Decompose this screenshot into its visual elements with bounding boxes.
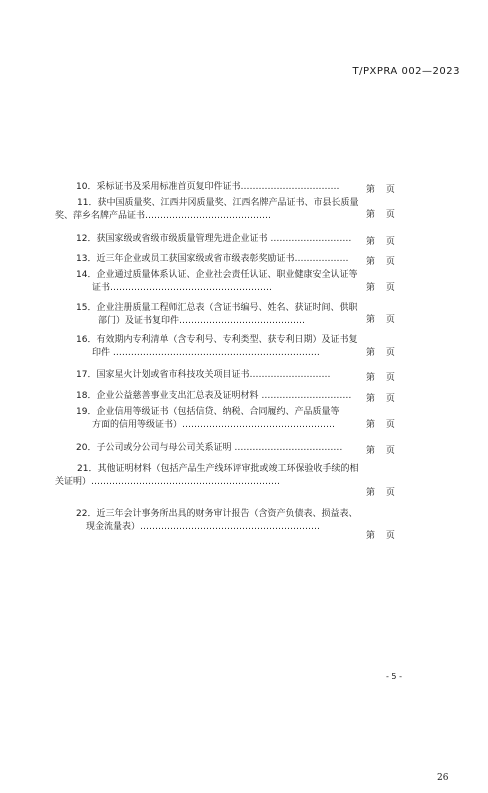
page-ref: 第 页 — [366, 348, 395, 358]
footer-page-number: - 5 - — [386, 672, 402, 681]
toc-entry-19 — [76, 406, 339, 432]
toc-entry-22 — [76, 508, 357, 534]
page-ref: 第 页 — [366, 257, 395, 267]
toc-entry-line: 奖、萍乡名牌产品证书…………………………………… — [55, 211, 272, 221]
toc-entry-10 — [76, 181, 339, 194]
toc-entry-line: 16．有效期内专利清单（含专利号、专利类型、获专利日期）及证书复 — [76, 335, 358, 345]
page-ref: 第 页 — [366, 315, 395, 325]
toc-entry-line: 现金流量表）…………………………………………………… — [86, 522, 321, 532]
toc-entry-20 — [76, 442, 342, 455]
toc-entry-line: 证书……………………………………………… — [92, 283, 273, 293]
toc-entry-line: 19．企业信用等级证书（包括信贷、纳税、合同履约、产品质量等 — [76, 407, 340, 417]
toc-entry-12 — [76, 233, 351, 246]
page-ref: 第 页 — [366, 420, 395, 430]
toc-entry-11 — [55, 197, 358, 223]
toc-entry-line: 10．采标证书及采用标准首页复印件证书…………………………… — [76, 182, 340, 192]
toc-entry-line: 22．近三年会计事务所出具的财务审计报告（含资产负债表、损益表、 — [76, 509, 358, 519]
toc-entry-line: 方面的信用等级证书）…………………………………………… — [92, 420, 336, 430]
scan-page-number: 26 — [437, 773, 449, 783]
toc-entry-line: 印件 …………………………………………………………… — [92, 348, 320, 358]
toc-entry-line: 部门）及证书复印件…………………………………… — [98, 316, 306, 326]
toc-entry-line: 20．子公司或分公司与母公司关系证明 ……………………………… — [76, 443, 343, 453]
toc-entry-line: 21．其他证明材料（包括产品生产线环评审批或竣工环保验收手续的相 — [77, 464, 359, 474]
toc-entry-line: 15．企业注册质量工程师汇总表（含证书编号、姓名、获证时间、供职 — [76, 303, 358, 313]
page-ref: 第 页 — [366, 488, 395, 498]
toc-entry-18 — [76, 390, 351, 403]
page-ref: 第 页 — [366, 237, 395, 247]
toc-entry-16 — [76, 334, 357, 360]
toc-entry-line: 13．近三年企业或员工获国家级或省市级表彰奖励证书……………… — [76, 254, 349, 264]
toc-entry-line: 17．国家星火计划或省市科技攻关项目证书……………………… — [76, 370, 331, 380]
page-ref: 第 页 — [366, 373, 395, 383]
page-ref: 第 页 — [366, 394, 395, 404]
toc-entry-line: 12．获国家级或省级市级质量管理先进企业证书 ……………………… — [76, 234, 352, 244]
toc-entry-15 — [76, 302, 357, 328]
toc-entry-line: 14．企业通过质量体系认证、企业社会责任认证、职业健康安全认证等 — [76, 270, 358, 280]
toc-entry-21 — [55, 463, 358, 489]
toc-entry-line: 18．企业公益慈善事业支出汇总表及证明材料 ………………………… — [76, 391, 352, 401]
toc-entry-line: 11．获中国质量奖、江西井冈质量奖、江西名牌产品证书、市县长质量 — [77, 198, 359, 208]
page-ref: 第 页 — [366, 210, 395, 220]
toc-entry-14 — [76, 269, 357, 295]
toc-entry-line: 关证明）……………………………………………………… — [55, 477, 281, 487]
toc-entry-13 — [76, 253, 348, 266]
standard-code: T/PXPRA 002—2023 — [352, 66, 460, 77]
page-ref: 第 页 — [366, 185, 395, 195]
page-ref: 第 页 — [366, 531, 395, 541]
page-ref: 第 页 — [366, 446, 395, 456]
toc-entry-17 — [76, 369, 330, 382]
page-ref: 第 页 — [366, 283, 395, 293]
